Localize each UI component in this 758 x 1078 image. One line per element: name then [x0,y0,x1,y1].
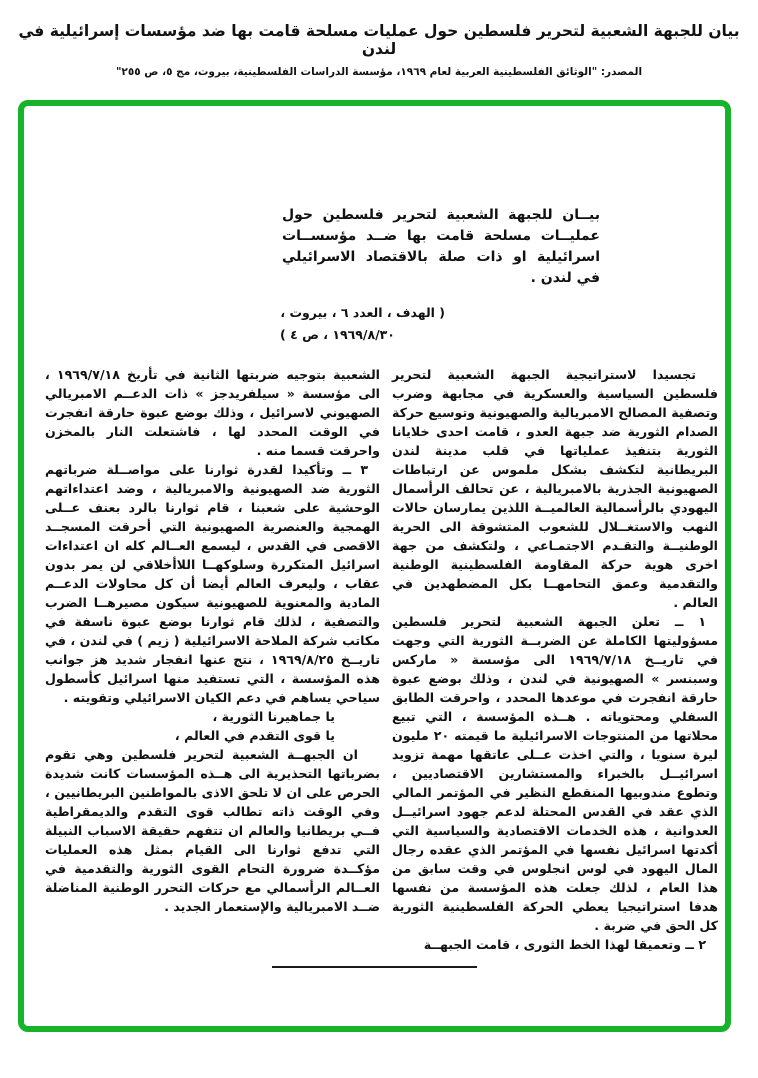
source-citation: المصدر: "الوثائق الفلسطينية العربية لعام ١٩٦٩، مؤسسة الدراسات الفلسطينية، بيروت، مج ٥، ص ٢٥٥" [115,66,643,78]
paragraph-closing: ان الجبهــة الشعبية لتحرير فلسطين وهي تقوم بضرباتها التحذيرية الى هــذه المؤسسات كانت شديدة الحرص على ان لا تلحق الاذى بالمواطنين البريطانيين ، وفي الوقت ذاته تطالب قوى التقدم والديمقراطية فــي بريطانيا والعالم ان تتفهم حقيقة الاسباب النبيلة التي تدفع ثوارنا الى القيام بمثل هذه العمليات مؤكــدة ضرورة التحام القوى الثورية والتقدمية في العــالم الرأسمالي مع حركات التحرر الوطنية المناضلة ضــد الامبريالية والإستعمار الجديد . [45,747,380,914]
citation-line-2: ١٩٦٩/٨/٣٠ ، ص ٤ ) [280,327,395,342]
paragraph-point-1: ١ ــ تعلن الجبهة الشعبية لتحرير فلسطين مسؤوليتها الكاملة عن الضربــة الثورية التي وجهت في تاريــخ ١٩٦٩/٧/١٨ الى مؤسسة « ماركس وسبنسر » الصهيونية في لندن ، وذلك بوضع عبوة حارقة انفجرت في موعدها المحدد ، واحرقت الطابق السفلي ومحتوياته . هــذه المؤسسة ، التي تبيع محلاتها من المنتوجات الاسرائيلية ما قيمته ٢٠ مليون ليرة سنويا ، والتي اخذت عــلى عاتقها مهمة تزويد اسرائيــل بالخبراء والمستشارين الاقتصاديين ، وتطوع مندوبيها المنقطع النظير في المؤتمر المالي الذي عقد في القدس المحتلة لدعم جهود اسرائيــل العدوانية ، هذه الخدمات الاقتصادية والسياسية التي أكدتها اسرائيل نفسها في المؤتمر الذي عقده رجال المال اليهود في لوس انجلوس في وقت سابق من هذا العام ، لذلك جعلت هذه المؤسسة من نفسها هدفا استراتيجيا يعطي الحركة الفلسطينية الثورية كل الحق في ضربة . [392,614,718,933]
body-column-right [392,365,718,954]
address-line-masses: يا جماهيرنا الثورية ، [212,709,335,724]
address-line-progress-forces: يا قوى التقدم في العالم ، [174,728,335,743]
paragraph-point-3: ٣ ــ وتأكيدا لقدرة ثوارنا على مواصــلة ضرباتهم الثورية ضد الصهيونية والامبريالية ، وضد اعتداءاتهم الوحشية على شعبنا ، قام ثوارنا بالرد بعنف عــلى الهمجية والعنصرية الصهيونية التي أحرقت المسجــد الاقصى في القدس ، ليسمع العــالم كله ان اعتداءات اسرائيل المتكررة وسلوكهــا اللاأخلاقي لن يمر بدون عقاب ، وليعرف العالم أيضا أن كل محاولات الدعــم المادية والمعنوية للصهيونية سيكون مصيرهــا الضرب والتصفية ، لذلك قام ثوارنا بوضع عبوة ناسفة في مكاتب شركة الملاحة الاسرائيلية ( زيم ) في لندن ، في تاريــخ ١٩٦٩/٨/٢٥ ، نتج عنها انفجار شديد هز جوانب هذه المؤسسة ، التي تستفيد منها اسرائيل كأسطول سياحي يساهم في دعم الكيان الاسرائيلي وتقويته . [45,462,380,705]
page-title: بيان للجبهة الشعبية لتحرير فلسطين حول عمليات مسلحة قامت بها ضد مؤسسات إسرائيلية في لندن [18,22,740,58]
two-column-body [24,365,725,954]
paragraph-point-2-continued: الشعبية بتوجيه ضربتها الثانية في تأريخ ١٩٦٩/٧/١٨ ، الى مؤسسة « سيلفريدجز » ذات الدعــم الامبريالي الصهيوني لاسرائيل ، وذلك بوضع عبوة حارقة انفجرت في الوقت المحدد لها ، فاشتعلت النار بالمخزن واحرقت قسما منه . [45,367,380,458]
document-heading: بيــان للجبهة الشعبية لتحرير فلسطين حول عمليــات مسلحة قامت بها ضــد مؤسســات اسرائيلية او ذات صلة بالاقتصاد الاسرائيلي في لندن . [282,207,600,286]
paragraph-opening: تجسيدا لاستراتيجية الجبهة الشعبية لتحرير فلسطين السياسية والعسكرية في مجابهة وضرب وتصفية المصالح الامبريالية والصهيونية وتوسيع حركة الصدام الثورية ضد جبهة العدو ، قامت احدى خلايانا الثورية بتنفيذ عملياتها في قلب مدينة لندن البريطانية لتكشف بشكل ملموس عن ارتباطات الصهيونية الجذرية بالامبريالية ، عن تحالف الرأسمال اليهودي بالرأسمالية العالميــة اللذين يمارسان حالات النهب والاستغــلال للشعوب المتشوقة الى الحرية الوطنيــة والتقـدم الاجتمـاعي ، ولتكشف من جهة اخرى هوية حركة المقاومة الفلسطينية الوطنية والتقدمية وعمق التحامهــا بكل المضطهدين في العالم . [392,367,718,610]
green-border-box [18,100,731,1032]
document-citation [230,302,445,346]
paragraph-point-2-start: ٢ ــ وتعميقا لهذا الخط الثورى ، قامت الجبهــة [423,937,706,952]
body-column-left [45,365,380,954]
footnote-separator-rule [272,966,477,968]
citation-line-1: ( الهدف ، العدد ٦ ، بيروت ، [280,305,445,320]
